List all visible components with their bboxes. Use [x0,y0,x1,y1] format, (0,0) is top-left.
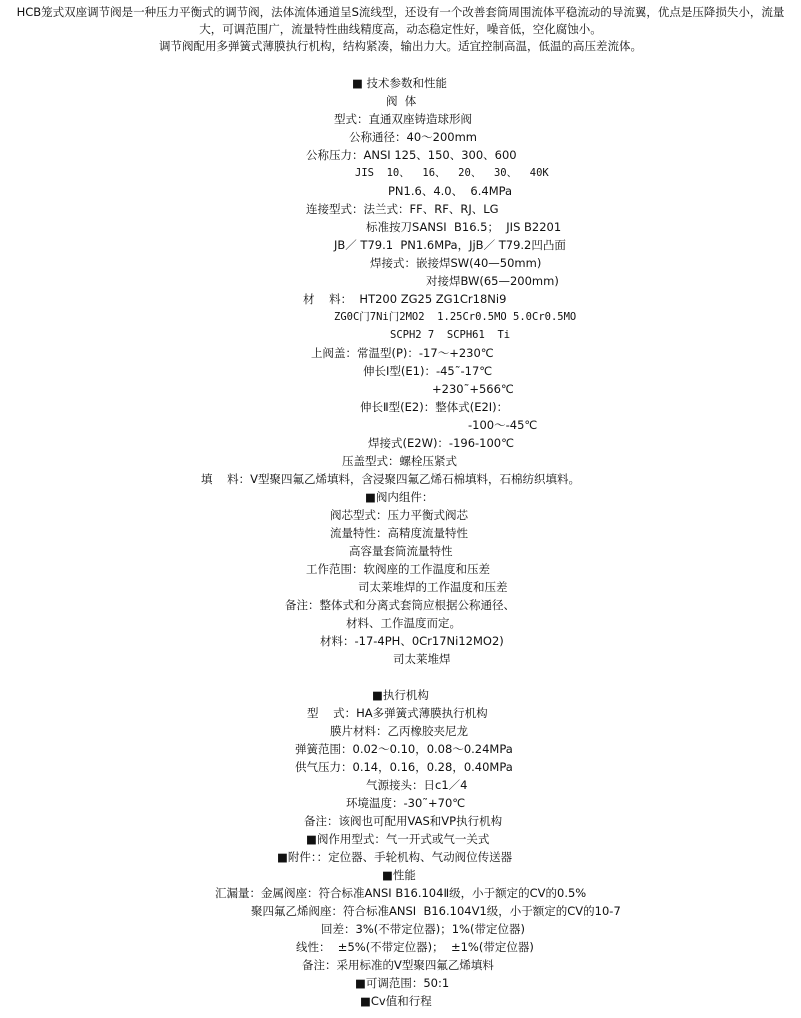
spec-line: 备注：整体式和分离式套筒应根据公称通径、 [285,598,515,612]
spec-line: 伸长I型(E1)：-45˜-17℃ [363,364,493,378]
intro-line: 调节阀配用多弹簧式薄膜执行机构，结构紧凑，输出力大。适宜控制高温，低温的高压差流体。 [159,39,642,53]
intro-line: HCB笼式双座调节阀是一种压力平衡式的调节阀，法体流体通道呈S流线型，还设有一个改善套筒周围流体平稳流动的导流翼，优点是压降损失小，流量 [16,5,785,19]
spec-line: 汇漏量：金属阀座：符合标准ANSI B16.104Ⅱ级，小于额定的CV的0.5% [215,886,587,900]
section-heading-technical: ■ 技术参数和性能 [352,76,448,90]
section-heading-accessories: ■附件：：定位器、手轮机构、气动阀位传送器 [277,850,513,864]
spec-line: 回差：3%(不带定位器)；1%(带定位器) [321,922,525,936]
section-heading-performance: ■性能 [382,868,416,882]
spec-line: 聚四氟乙烯阀座：符合标准ANSI B16.104V1级，小于额定的CV的10-7 [251,904,621,918]
spec-line: 公称通径：40～200mm [349,130,477,144]
spec-line: 阀芯型式：压力平衡式阀芯 [330,508,468,522]
spec-line: 压盖型式：螺栓压紧式 [342,454,457,468]
spec-line: SCPH2 7 SCPH61 Ti [390,329,511,341]
section-heading-internals: ■阀内组件： [365,490,434,504]
spec-line: 司太莱堆焊的工作温度和压差 [358,580,508,594]
spec-line: 备注：该阀也可配用VAS和VP执行机构 [304,814,503,828]
spec-line: 线性： ±5%(不带定位器)； ±1%(带定位器) [296,940,534,954]
spec-line: 备注：采用标准的V型聚四氟乙烯填料 [302,958,494,972]
intro-paragraph [4,4,797,55]
spec-line: 对接焊BW(65—200mm) [426,274,559,288]
spec-line: +230˜+566℃ [432,382,514,396]
spec-line: 公称压力：ANSI 125、150、300、600 [306,148,517,162]
intro-line: 大，可调范围广，流量特性曲线精度高，动态稳定性好，噪音低，空化腐蚀小。 [199,22,602,36]
spec-line: 型式：直通双座铸造球形阀 [334,112,472,126]
spec-line: 材 料： HT200 ZG25 ZG1Cr18Ni9 [303,292,507,306]
spec-line: 上阀盖：常温型(P)：-17～+230℃ [311,346,494,360]
spec-line: 工作范围：软阀座的工作温度和压差 [306,562,490,576]
spec-line: 焊接式：嵌接焊SW(40—50mm) [370,256,542,270]
spec-line: 标准按刀SANSI B16.5； JIS B2201 [366,220,562,234]
spec-line: 弹簧范围：0.02～0.10，0.08～0.24MPa [295,742,513,756]
spec-line: 材料、工作温度而定。 [346,616,461,630]
spec-line: 填 料：V型聚四氟乙烯填料，含浸聚四氟乙烯石棉填料，石棉纺织填料。 [201,472,580,486]
spec-line: 司太莱堆焊 [393,652,451,666]
spec-line: 流量特性：高精度流量特性 [330,526,468,540]
spec-line: JB／ T79.1 PN1.6MPa，JjB／ T79.2凹凸面 [334,238,566,252]
spec-line: 膜片材料：乙丙橡胶夹尼龙 [330,724,468,738]
spec-line: 型 式：HA多弹簧式薄膜执行机构 [307,706,488,720]
section-heading-range: ■可调范围：50:1 [355,976,450,990]
spec-line: 焊接式(E2W)：-196-100℃ [368,436,515,450]
spec-line: 气源接头：日c1／4 [366,778,468,792]
spec-line: 环境温度：-30˜+70℃ [346,796,466,810]
spec-line: ZG0C门7Ni门2MO2 1.25Cr0.5MO 5.0Cr0.5MO [334,311,577,323]
spec-line: 伸长Ⅱ型(E2)：整体式(E2I)： [360,400,509,414]
spec-line: -100～-45℃ [468,418,538,432]
spec-line: JIS 10、 16、 20、 30、 40K [355,167,549,179]
section-heading-actuator: ■执行机构 [372,688,429,702]
spec-line: 连接型式：法兰式：FF、RF、RJ、LG [306,202,499,216]
spec-line: 材料：-17-4PH、0Cr17Ni12MO2) [320,634,504,648]
spec-line: 高容量套筒流量特性 [349,544,453,558]
spec-line: PN1.6、4.0、 6.4MPa [388,184,513,198]
section-heading-cv: ■Cv值和行程 [360,994,432,1008]
section-heading-action: ■阀作用型式：气一开式或气一关式 [306,832,490,846]
subheading-body: 阀 体 [386,94,417,108]
spec-line: 供气压力：0.14，0.16，0.28，0.40MPa [295,760,513,774]
